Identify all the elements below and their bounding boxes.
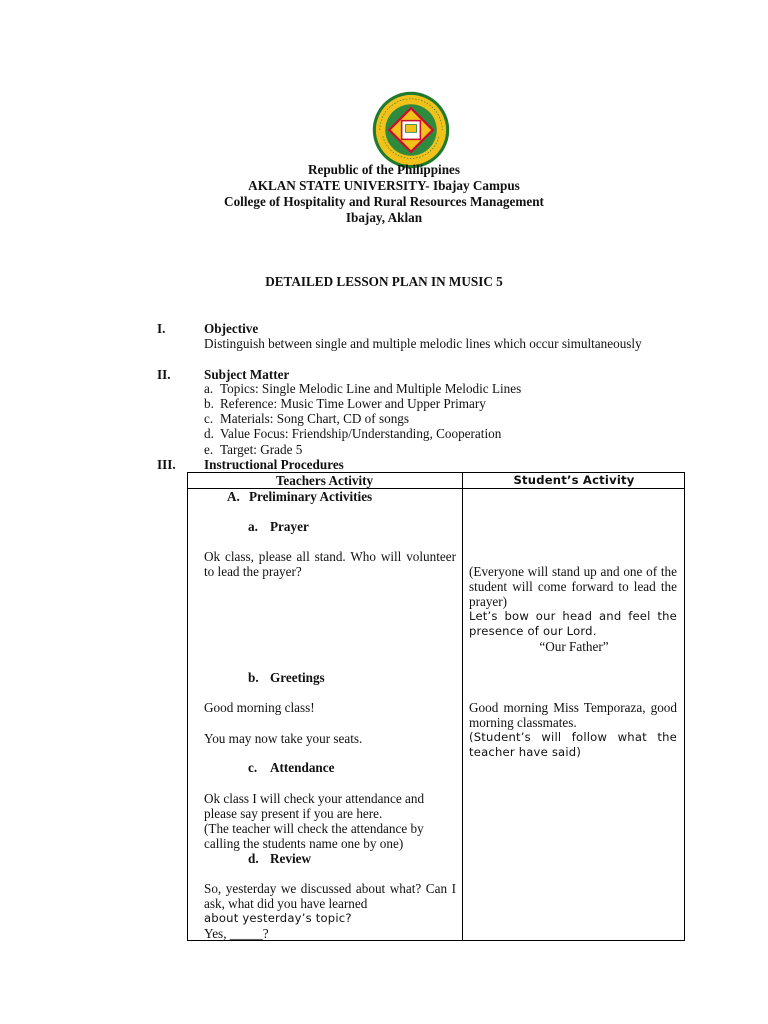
teachers-activity-header: Teachers Activity	[275, 473, 374, 488]
prayer-student-text-2: Let’s bow our head and feel the presence of our Lord.	[469, 609, 677, 638]
students-activity-header: Student’s Activity	[513, 473, 635, 487]
greetings-teacher-text-1: Good morning class!	[204, 700, 315, 715]
attendance-marker: c.	[248, 760, 258, 775]
list-item	[204, 396, 486, 411]
attendance-teacher-text-2: (The teacher will check the attendance by calling the students name one by one)	[204, 821, 424, 851]
prayer-marker: a.	[248, 519, 258, 534]
prayer-student-text-3: “Our Father”	[539, 639, 609, 654]
greetings-heading-text: Greetings	[270, 670, 325, 685]
review-teacher-text-2: about yesterday’s topic?	[204, 911, 352, 925]
preliminary-marker: A.	[227, 489, 240, 504]
preliminary-activities-heading	[227, 489, 372, 504]
list-marker: d.	[204, 426, 214, 441]
section-numeral-i: I.	[157, 321, 166, 336]
list-item	[204, 442, 302, 457]
list-marker: a.	[204, 381, 214, 396]
list-text: Materials: Song Chart, CD of songs	[220, 411, 410, 426]
attendance-heading-text: Attendance	[270, 760, 335, 775]
header-college: College of Hospitality and Rural Resources Management	[224, 194, 544, 209]
list-text: Topics: Single Melodic Line and Multiple Melodic Lines	[220, 381, 522, 396]
list-item	[204, 411, 409, 426]
table-column-divider	[462, 472, 463, 941]
list-item	[204, 381, 521, 396]
attendance-teacher-text-1: Ok class I will check your attendance and please say present if you are here.	[204, 791, 425, 821]
list-text: Value Focus: Friendship/Understanding, Cooperation	[220, 426, 502, 441]
list-marker: b.	[204, 396, 214, 411]
subject-matter-heading: Subject Matter	[204, 367, 290, 382]
review-teacher-text-1: So, yesterday we discussed about what? Can I ask, what did you have learned	[204, 881, 456, 911]
prayer-heading	[248, 519, 309, 534]
objective-heading: Objective	[204, 321, 259, 336]
greetings-student-text-2: (Student’s will follow what the teacher have said)	[469, 730, 677, 759]
section-numeral-ii: II.	[157, 367, 171, 382]
list-item	[204, 426, 501, 441]
university-seal-logo	[372, 91, 450, 169]
greetings-marker: b.	[248, 670, 259, 685]
prayer-teacher-text: Ok class, please all stand. Who will volunteer to lead the prayer?	[204, 549, 456, 579]
header-location: Ibajay, Aklan	[345, 210, 423, 225]
preliminary-text: Preliminary Activities	[249, 489, 373, 504]
review-teacher-text-3: Yes, _____?	[204, 926, 269, 941]
objective-text: Distinguish between single and multiple melodic lines which occur simultaneously	[204, 336, 642, 351]
review-heading-text: Review	[270, 851, 312, 866]
greetings-heading	[248, 670, 325, 685]
greetings-teacher-text-2: You may now take your seats.	[204, 731, 363, 746]
greetings-student-text-1: Good morning Miss Temporaza, good morning classmates.	[469, 700, 677, 730]
list-marker: c.	[204, 411, 214, 426]
procedures-heading: Instructional Procedures	[204, 457, 344, 472]
prayer-heading-text: Prayer	[270, 519, 309, 534]
prayer-student-text-1: (Everyone will stand up and one of the student will come forward to lead the prayer)	[469, 564, 677, 609]
review-marker: d.	[248, 851, 259, 866]
attendance-heading	[248, 760, 334, 775]
document-title: DETAILED LESSON PLAN IN MUSIC 5	[265, 274, 503, 289]
list-text: Target: Grade 5	[220, 442, 303, 457]
section-numeral-iii: III.	[157, 457, 176, 472]
review-heading	[248, 851, 311, 866]
header-republic: Republic of the Philippines	[307, 162, 461, 177]
list-marker: e.	[204, 442, 214, 457]
list-text: Reference: Music Time Lower and Upper Primary	[220, 396, 486, 411]
header-university: AKLAN STATE UNIVERSITY- Ibajay Campus	[248, 178, 520, 193]
